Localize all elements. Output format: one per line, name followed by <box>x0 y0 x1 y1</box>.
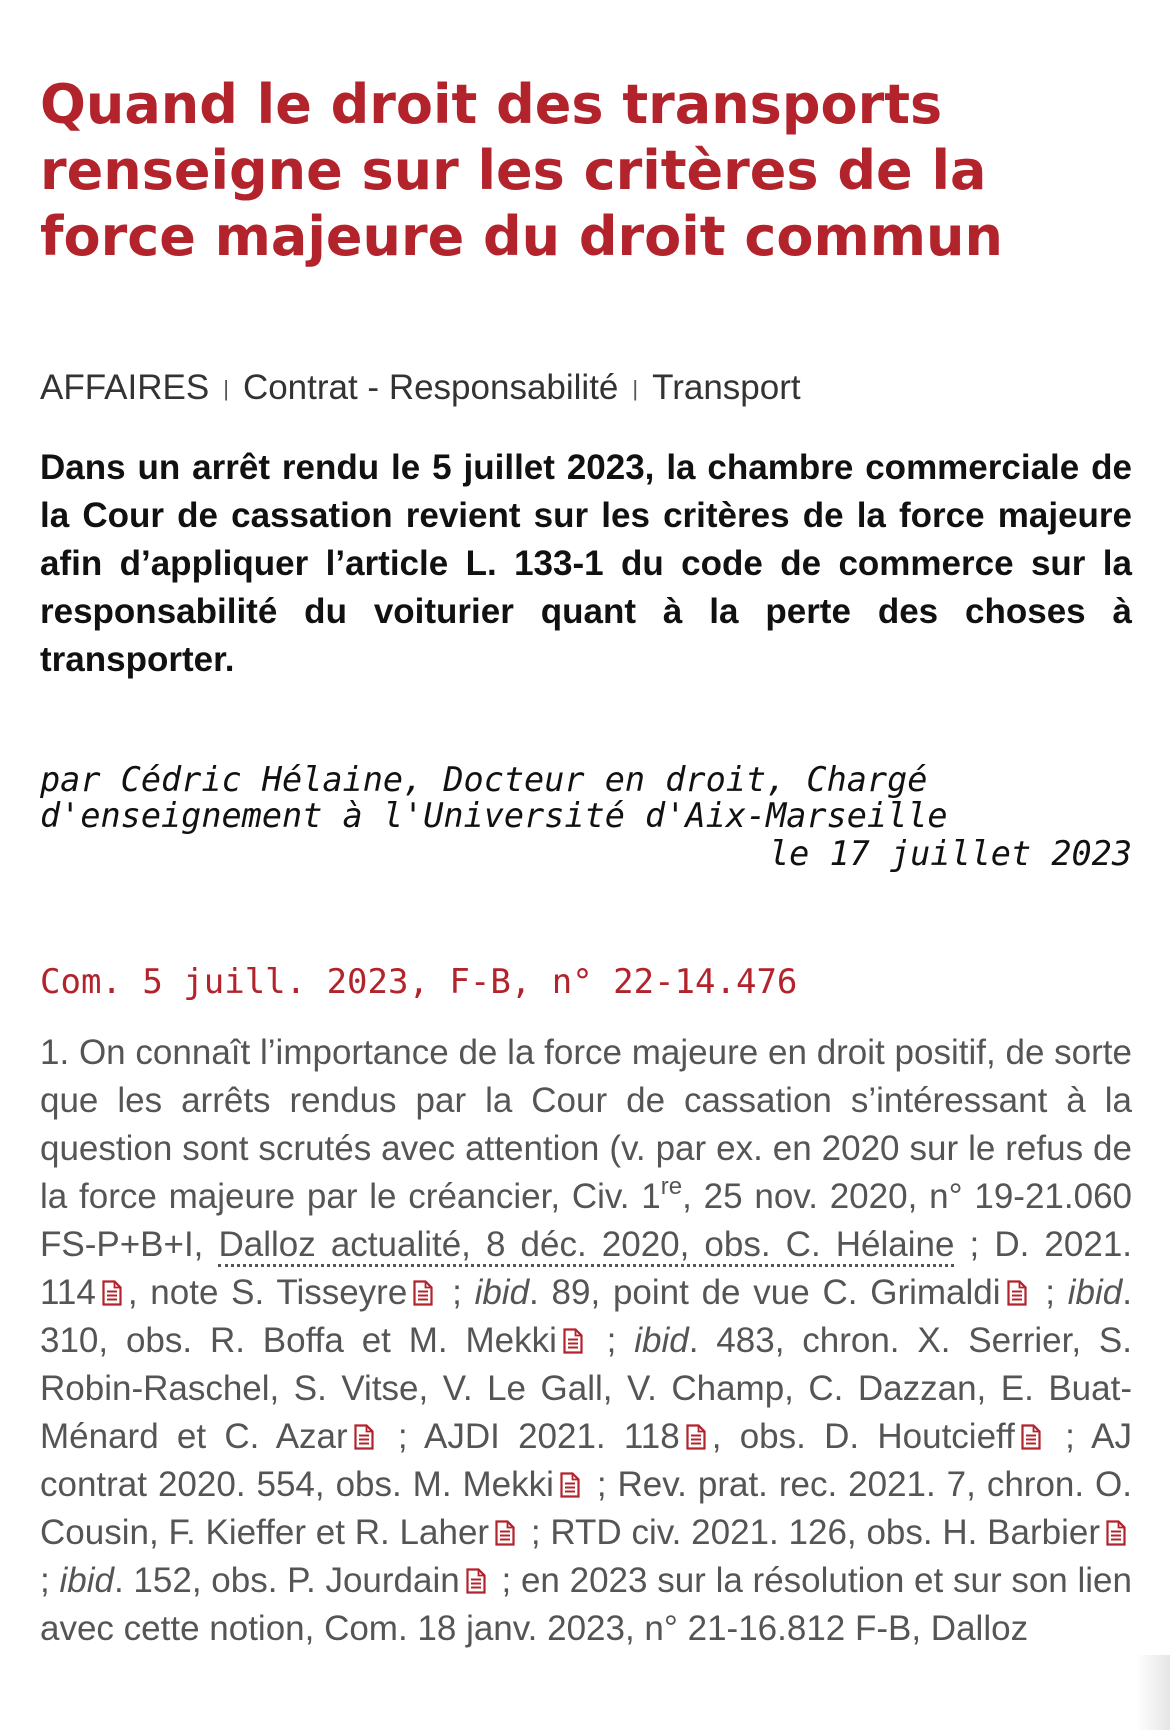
category-affaires[interactable]: AFFAIRES <box>40 368 210 407</box>
decision-reference[interactable]: Com. 5 juill. 2023, F-B, n° 22-14.476 <box>40 962 798 1002</box>
byline-line-1: par Cédric Hélaine, Docteur en droit, Chargé <box>40 760 928 799</box>
italic-ibid: ibid <box>1067 1273 1123 1312</box>
text-run: ; <box>439 1273 475 1312</box>
text-run: ; D. 2021. 114 <box>40 1225 1133 1312</box>
text-run: ; <box>1032 1273 1068 1312</box>
text-run: . 483, chron. X. Serrier, S. Robin-Raschel, S. Vitse, V. Le Gall, V. Champ, C. Dazzan, E. Buat-Ménard et C. Azar <box>40 1321 1132 1456</box>
document-icon[interactable] <box>102 1280 122 1306</box>
paragraph-1 <box>40 1029 1132 1653</box>
byline-line-2: d'enseignement à l'Université d'Aix-Marseille <box>40 796 948 835</box>
document-icon[interactable] <box>1007 1280 1027 1306</box>
text-run: , 25 nov. 2020, n° 19-21.060 FS-P+B+I, <box>40 1177 1132 1264</box>
document-icon[interactable] <box>1021 1424 1041 1450</box>
text-run: ; <box>40 1561 60 1600</box>
superscript: re <box>660 1173 683 1200</box>
category-contrat-responsabilite[interactable]: Contrat - Responsabilité <box>242 368 619 407</box>
document-icon[interactable] <box>1106 1520 1126 1546</box>
italic-ibid: ibid <box>474 1273 530 1312</box>
italic-ibid: ibid <box>634 1321 689 1360</box>
document-icon[interactable] <box>560 1472 580 1498</box>
text-run: ; AJ contrat 2020. 554, obs. M. Mekki <box>40 1417 1133 1504</box>
breadcrumb-separator: | <box>632 376 639 401</box>
document-icon[interactable] <box>354 1424 374 1450</box>
text-run: , note S. Tisseyre <box>127 1273 408 1312</box>
article-title: Quand le droit des transports renseigne sur les critères de la force majeure du droit commun <box>40 73 1003 268</box>
dalloz-actualite-link[interactable]: Dalloz actualité, 8 déc. 2020, obs. C. Hélaine <box>218 1225 954 1267</box>
document-icon[interactable] <box>466 1568 486 1594</box>
text-run: , obs. D. Houtcieff <box>711 1417 1015 1456</box>
scroll-edge-shadow <box>1136 1655 1170 1730</box>
text-run: ; <box>588 1321 635 1360</box>
text-run: ; AJDI 2021. 118 <box>379 1417 680 1456</box>
author-byline <box>40 762 1132 834</box>
text-run: . 152, obs. P. Jourdain <box>113 1561 460 1600</box>
text-run: 1. On connaît l’importance de la force majeure en droit positif, de sorte que les arrêts rendus par la Cour de cassation s’intéressant à la question sont scrutés avec attention (v. par ex. en 2020 sur le refus de la force majeure par le créancier, Civ. 1 <box>40 1033 1132 1216</box>
document-icon[interactable] <box>563 1328 583 1354</box>
breadcrumb-separator: | <box>223 376 229 401</box>
text-run: ; RTD civ. 2021. 126, obs. H. Barbier <box>521 1513 1101 1552</box>
document-icon[interactable] <box>686 1424 706 1450</box>
article-lead: Dans un arrêt rendu le 5 juillet 2023, la chambre commerciale de la Cour de cassation revient sur les critères de la force majeure afin d’appliquer l’article L. 133-1 du code de commerce sur la responsabilité du voiturier quant à la perte des choses à transporter. <box>40 448 1132 679</box>
document-icon[interactable] <box>495 1520 515 1546</box>
breadcrumb <box>40 366 801 411</box>
text-run: ; Rev. prat. rec. 2021. 7, chron. O. Cousin, F. Kieffer et R. Laher <box>40 1465 1132 1552</box>
text-run: ; en 2023 sur la résolution et sur son lien avec cette notion, Com. 18 janv. 2023, n° 21-16.812 F-B, Dalloz <box>40 1561 1132 1648</box>
document-icon[interactable] <box>413 1280 433 1306</box>
category-transport[interactable]: Transport <box>652 368 801 407</box>
text-run: . 310, obs. R. Boffa et M. Mekki <box>40 1273 1132 1360</box>
italic-ibid: ibid <box>59 1561 114 1600</box>
text-run: . 89, point de vue C. Grimaldi <box>529 1273 1001 1312</box>
publication-date: le 17 juillet 2023 <box>768 834 1132 873</box>
